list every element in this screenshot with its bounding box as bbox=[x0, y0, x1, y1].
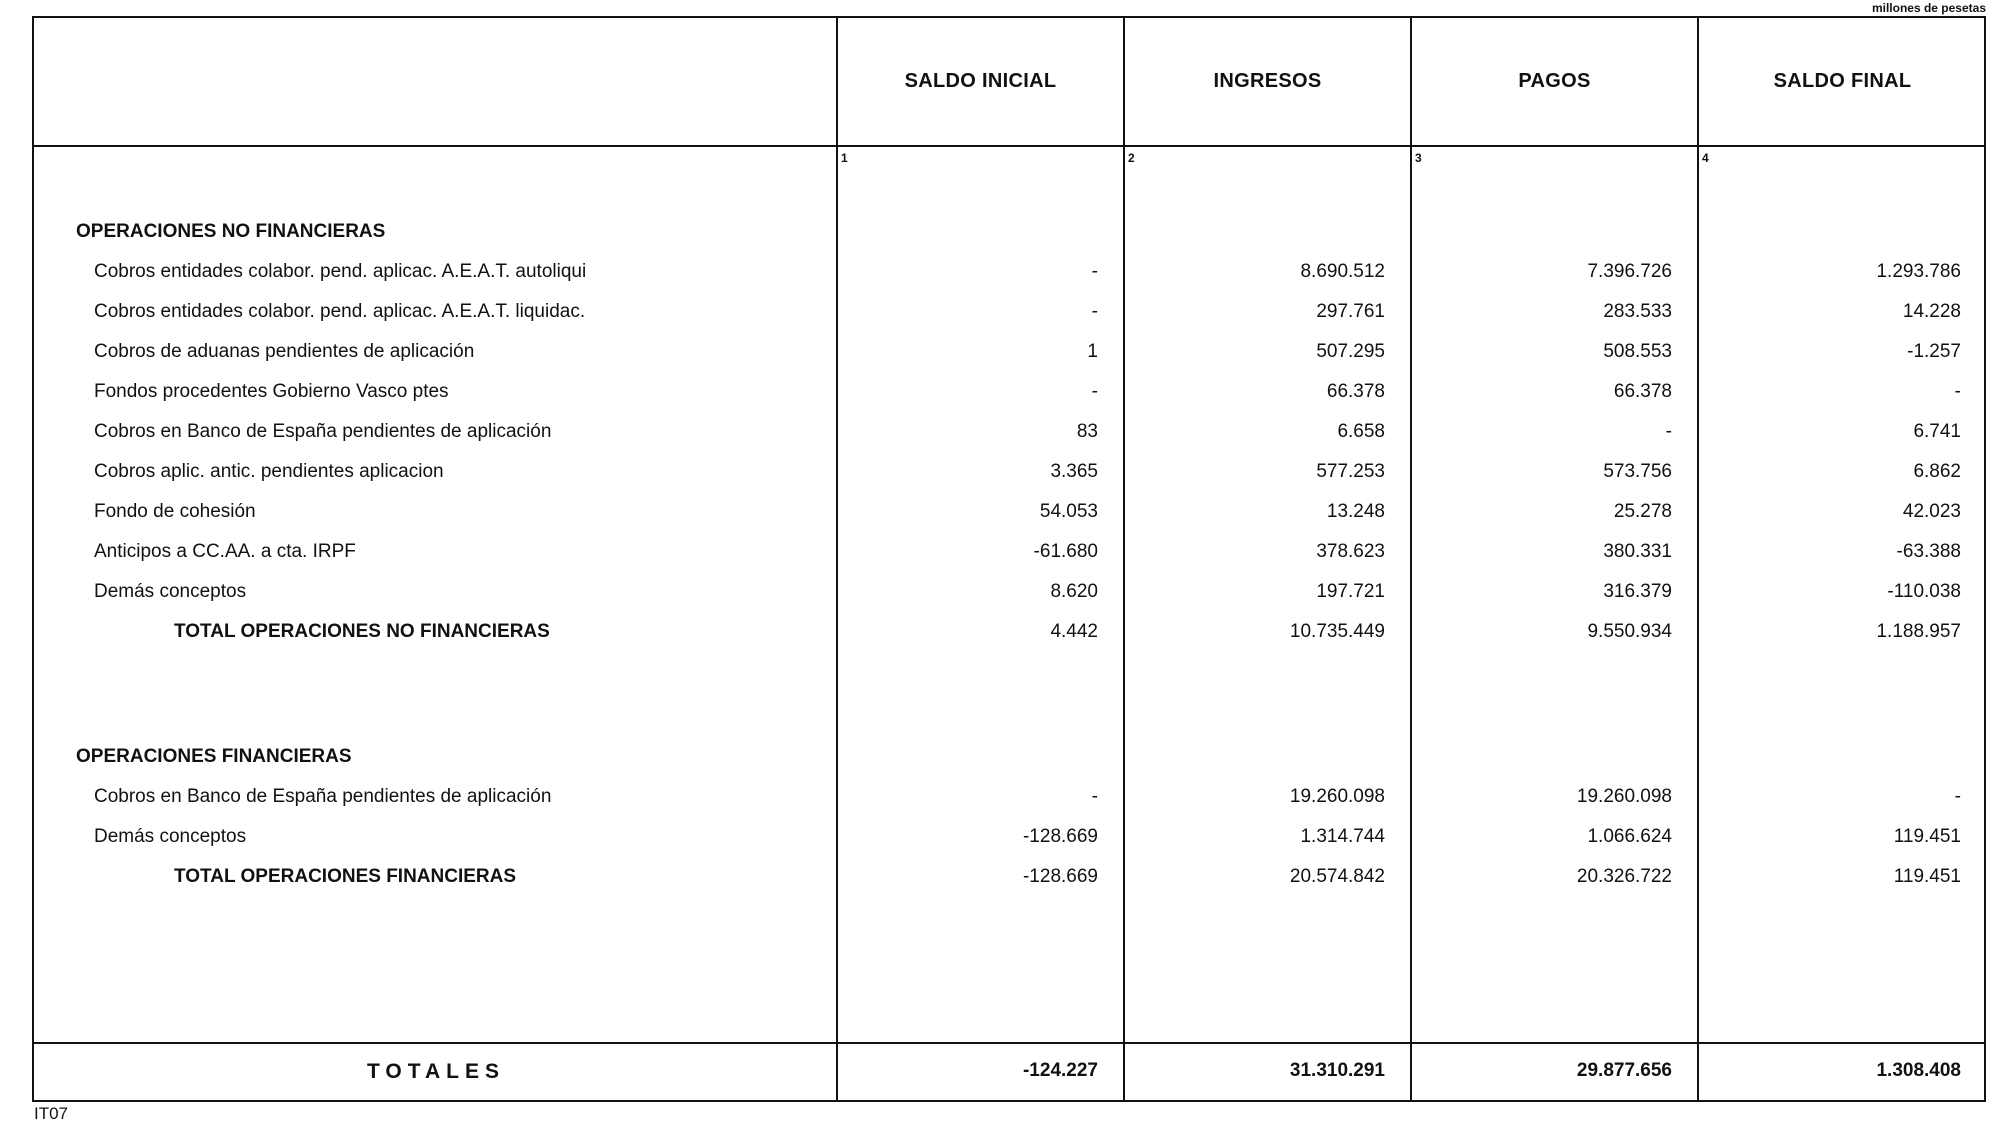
value-pagos: 283.533 bbox=[1603, 301, 1672, 322]
value-saldo-final: - bbox=[1954, 786, 1961, 807]
section-total-row bbox=[34, 866, 1984, 896]
value-saldo-final: -63.388 bbox=[1896, 541, 1961, 562]
value-ingresos: 8.690.512 bbox=[1300, 261, 1385, 282]
table-row bbox=[34, 421, 1984, 451]
value-saldo-final: 42.023 bbox=[1902, 501, 1961, 522]
table-row bbox=[34, 381, 1984, 411]
total-label: TOTAL OPERACIONES NO FINANCIERAS bbox=[174, 621, 550, 642]
value-saldo-inicial: 54.053 bbox=[1039, 501, 1098, 522]
units-note: millones de pesetas bbox=[1871, 1, 1986, 15]
grand-total-pagos: 29.877.656 bbox=[1576, 1060, 1672, 1081]
header-saldo-final: SALDO FINAL bbox=[1773, 70, 1912, 92]
value-saldo-inicial: 3.365 bbox=[1050, 461, 1098, 482]
header-pagos: PAGOS bbox=[1518, 70, 1591, 92]
total-label: TOTAL OPERACIONES FINANCIERAS bbox=[174, 866, 517, 887]
value-pagos: 380.331 bbox=[1603, 541, 1672, 562]
column-number: 1 bbox=[841, 151, 848, 165]
section-title: OPERACIONES FINANCIERAS bbox=[76, 746, 352, 767]
row-label: Cobros entidades colabor. pend. aplicac. A.E.A.T. autoliqui bbox=[94, 261, 587, 282]
total-saldo-final: 1.188.957 bbox=[1876, 621, 1961, 642]
value-saldo-final: 6.862 bbox=[1913, 461, 1961, 482]
header-saldo-inicial: SALDO INICIAL bbox=[904, 70, 1057, 92]
column-number: 4 bbox=[1702, 151, 1709, 165]
value-ingresos: 297.761 bbox=[1316, 301, 1385, 322]
value-pagos: 25.278 bbox=[1613, 501, 1672, 522]
value-saldo-inicial: -61.680 bbox=[1033, 541, 1098, 562]
table-row bbox=[34, 461, 1984, 491]
grand-total-ingresos: 31.310.291 bbox=[1289, 1060, 1385, 1081]
section-total-row bbox=[34, 621, 1984, 651]
total-pagos: 9.550.934 bbox=[1587, 621, 1672, 642]
row-label: Demás conceptos bbox=[94, 581, 247, 602]
header-divider bbox=[34, 145, 1984, 147]
total-ingresos: 20.574.842 bbox=[1289, 866, 1385, 887]
table-row bbox=[34, 501, 1984, 531]
value-ingresos: 378.623 bbox=[1316, 541, 1385, 562]
value-saldo-final: 119.451 bbox=[1893, 826, 1961, 847]
table-row bbox=[34, 826, 1984, 856]
row-label: Fondo de cohesión bbox=[94, 501, 256, 522]
footer-code: IT07 bbox=[34, 1104, 69, 1123]
value-saldo-inicial: - bbox=[1091, 786, 1098, 807]
grand-total-saldo-inicial: -124.227 bbox=[1022, 1060, 1098, 1081]
value-saldo-final: 1.293.786 bbox=[1876, 261, 1961, 282]
value-ingresos: 197.721 bbox=[1316, 581, 1385, 602]
header-ingresos: INGRESOS bbox=[1213, 70, 1322, 92]
value-saldo-final: - bbox=[1954, 381, 1961, 402]
column-number: 3 bbox=[1415, 151, 1422, 165]
row-label: Demás conceptos bbox=[94, 826, 247, 847]
totales-label: TOTALES bbox=[366, 1060, 506, 1083]
table-row bbox=[34, 261, 1984, 291]
row-label: Cobros en Banco de España pendientes de aplicación bbox=[94, 421, 552, 442]
value-ingresos: 1.314.744 bbox=[1300, 826, 1385, 847]
table-row bbox=[34, 541, 1984, 571]
value-pagos: 7.396.726 bbox=[1587, 261, 1672, 282]
row-label: Cobros de aduanas pendientes de aplicación bbox=[94, 341, 475, 362]
table-row bbox=[34, 341, 1984, 371]
total-pagos: 20.326.722 bbox=[1576, 866, 1672, 887]
row-label: Cobros aplic. antic. pendientes aplicacion bbox=[94, 461, 444, 482]
value-saldo-final: 6.741 bbox=[1913, 421, 1961, 442]
row-label: Anticipos a CC.AA. a cta. IRPF bbox=[94, 541, 356, 562]
section-title: OPERACIONES NO FINANCIERAS bbox=[76, 221, 386, 242]
total-ingresos: 10.735.449 bbox=[1289, 621, 1385, 642]
row-label: Cobros entidades colabor. pend. aplicac. A.E.A.T. liquidac. bbox=[94, 301, 586, 322]
value-ingresos: 507.295 bbox=[1316, 341, 1385, 362]
value-saldo-final: -110.038 bbox=[1887, 581, 1961, 602]
value-saldo-inicial: 8.620 bbox=[1050, 581, 1098, 602]
value-pagos: - bbox=[1665, 421, 1672, 442]
table-row bbox=[34, 786, 1984, 816]
value-saldo-inicial: - bbox=[1091, 301, 1098, 322]
value-pagos: 1.066.624 bbox=[1587, 826, 1672, 847]
value-saldo-final: 14.228 bbox=[1902, 301, 1961, 322]
table-row bbox=[34, 581, 1984, 611]
total-saldo-inicial: -128.669 bbox=[1022, 866, 1098, 887]
table-frame bbox=[32, 16, 1986, 1102]
value-pagos: 316.379 bbox=[1603, 581, 1672, 602]
table-row bbox=[34, 301, 1984, 331]
value-ingresos: 6.658 bbox=[1337, 421, 1385, 442]
value-ingresos: 577.253 bbox=[1316, 461, 1385, 482]
value-pagos: 508.553 bbox=[1603, 341, 1672, 362]
value-saldo-inicial: 83 bbox=[1076, 421, 1098, 442]
column-number: 2 bbox=[1128, 151, 1135, 165]
value-pagos: 573.756 bbox=[1603, 461, 1672, 482]
total-saldo-final: 119.451 bbox=[1893, 866, 1961, 887]
row-label: Fondos procedentes Gobierno Vasco ptes bbox=[94, 381, 449, 402]
value-saldo-inicial: 1 bbox=[1087, 341, 1098, 362]
grand-total-saldo-final: 1.308.408 bbox=[1876, 1060, 1961, 1081]
row-label: Cobros en Banco de España pendientes de aplicación bbox=[94, 786, 552, 807]
value-saldo-inicial: - bbox=[1091, 261, 1098, 282]
totals-divider bbox=[34, 1042, 1984, 1044]
value-saldo-inicial: -128.669 bbox=[1022, 826, 1098, 847]
total-saldo-inicial: 4.442 bbox=[1050, 621, 1098, 642]
value-ingresos: 66.378 bbox=[1326, 381, 1385, 402]
value-saldo-final: -1.257 bbox=[1907, 341, 1961, 362]
value-ingresos: 19.260.098 bbox=[1289, 786, 1385, 807]
value-pagos: 66.378 bbox=[1613, 381, 1672, 402]
value-saldo-inicial: - bbox=[1091, 381, 1098, 402]
value-pagos: 19.260.098 bbox=[1576, 786, 1672, 807]
value-ingresos: 13.248 bbox=[1326, 501, 1385, 522]
